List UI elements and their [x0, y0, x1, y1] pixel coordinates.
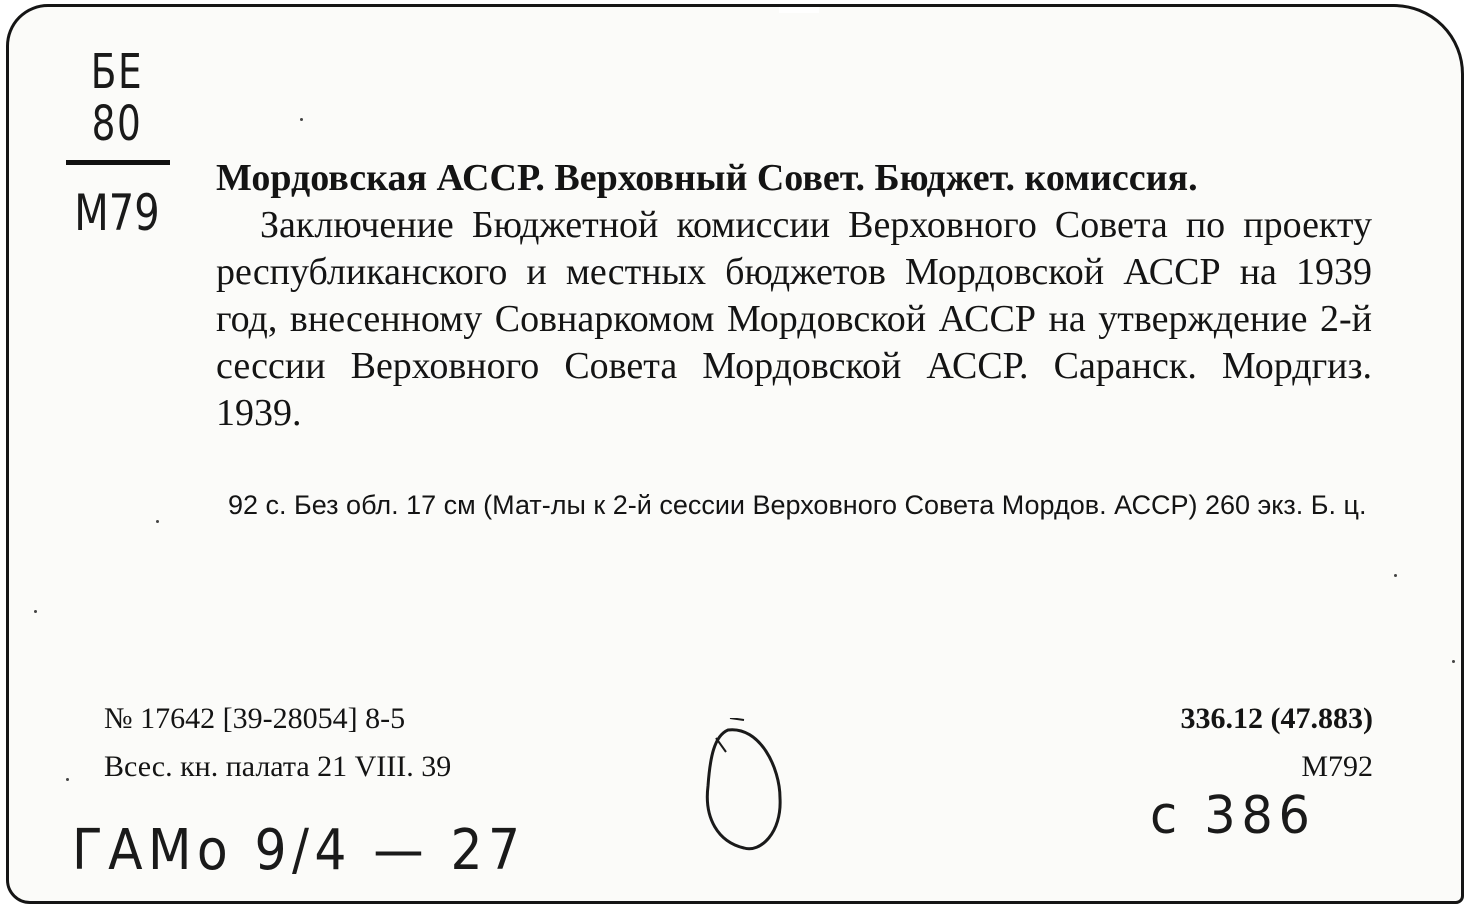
author-mark: М792 [1301, 750, 1373, 783]
entry-body-text: Заключение Бюджетной комиссии Верховного Совета по проекту республиканского и местных бюджетов Мордовской АССР на 1939 год, внесенному Совнаркомом Мордовской АССР на утверждение 2-й сессии Верховного Совета Мордовской АССР. Саранск. Мордгиз. 1939. [216, 204, 1372, 434]
entry-collation [216, 484, 1372, 526]
card-edge-notch [779, 7, 819, 13]
entry-heading [216, 154, 1372, 202]
entry-body [216, 202, 1372, 437]
call-number-line-2: 80 [91, 96, 143, 152]
scan-speck [1452, 660, 1455, 663]
entry-heading-text: Мордовская АССР. Верховный Совет. Бюджет. комиссия. [216, 157, 1198, 199]
copy-handwritten-mark: с 386 [1150, 786, 1316, 846]
call-number-divider [66, 160, 170, 165]
archive-handwritten-note: ГАМо 9/4 — 27 [72, 818, 526, 883]
scan-speck [1394, 574, 1397, 577]
call-number-line-3: М79 [74, 184, 160, 242]
entry-collation-text: 92 с. Без обл. 17 см (Мат-лы к 2-й сессии Верховного Совета Мордов. АССР) 260 экз. Б. ц. [228, 490, 1367, 520]
book-chamber-note: Всес. кн. палата 21 VIII. 39 [104, 750, 452, 783]
punch-hole-icon [700, 718, 790, 868]
scan-speck [34, 610, 37, 613]
scan-speck [66, 778, 69, 781]
udc-classification: 336.12 (47.883) [1180, 702, 1373, 735]
scan-speck [156, 520, 159, 523]
registration-number: № 17642 [39-28054] 8-5 [104, 702, 406, 735]
call-number-line-1: БЕ [90, 44, 144, 100]
scan-speck [300, 118, 303, 121]
